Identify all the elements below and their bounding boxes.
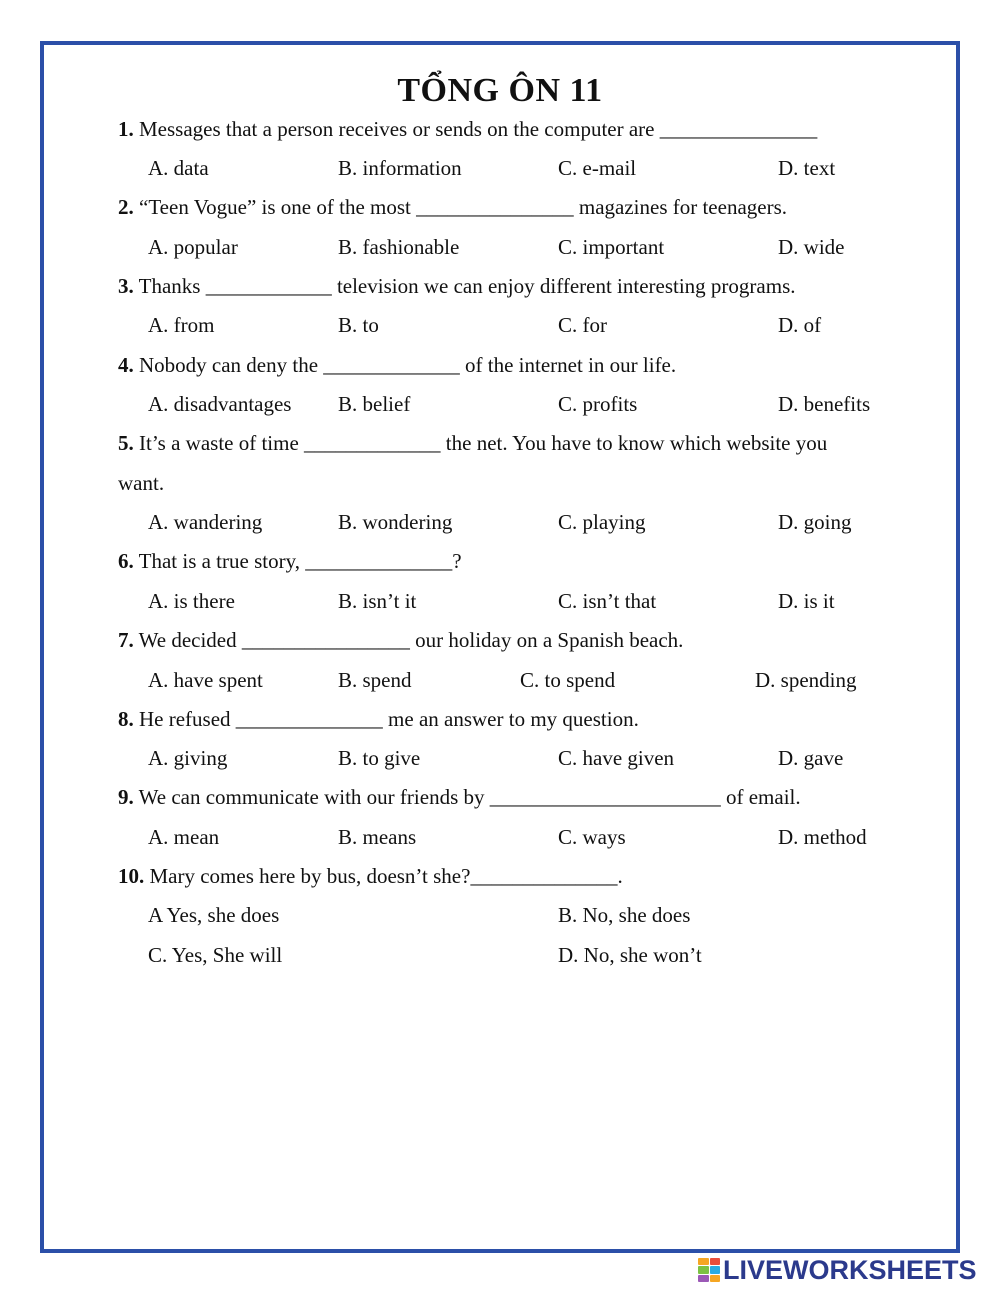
option-7b[interactable]: B. spend [338,668,412,692]
question-number: 6. [118,549,134,573]
question-7 [118,627,683,653]
question-text: We can communicate with our friends by ______________________ of email. [138,785,801,809]
question-text: It’s a waste of time _____________ the net. You have to know which website you [139,431,828,455]
option-4a[interactable]: A. disadvantages [148,392,292,416]
question-6 [118,548,462,574]
question-5 [118,430,827,456]
option-6b[interactable]: B. isn’t it [338,589,417,613]
option-9b[interactable]: B. means [338,825,417,849]
option-2c[interactable]: C. important [558,235,665,259]
option-4c[interactable]: C. profits [558,392,638,416]
option-8c[interactable]: C. have given [558,746,675,770]
question-2 [118,194,787,220]
question-9 [118,784,801,810]
option-10c[interactable]: C. Yes, She will [148,943,283,967]
question-number: 4. [118,353,134,377]
question-number: 8. [118,707,134,731]
question-1 [118,116,817,142]
question-number: 2. [118,195,134,219]
option-6c[interactable]: C. isn’t that [558,589,657,613]
question-text: Messages that a person receives or sends on the computer are _______________ [139,117,818,141]
liveworksheets-logo-icon [698,1258,720,1282]
option-9d[interactable]: D. method [778,825,867,849]
option-4d[interactable]: D. benefits [778,392,871,416]
question-number: 9. [118,785,134,809]
question-8 [118,706,639,732]
question-text: Nobody can deny the _____________ of the internet in our life. [139,353,677,377]
option-3a[interactable]: A. from [148,313,215,337]
question-number: 3. [118,274,134,298]
question-number: 10. [118,864,145,888]
option-3b[interactable]: B. to [338,313,379,337]
option-6a[interactable]: A. is there [148,589,235,613]
option-7c[interactable]: C. to spend [520,668,616,692]
option-5c[interactable]: C. playing [558,510,646,534]
option-6d[interactable]: D. is it [778,589,835,613]
question-number: 7. [118,628,134,652]
option-8b[interactable]: B. to give [338,746,421,770]
question-text: Thanks ____________ television we can enjoy different interesting programs. [138,274,796,298]
option-7a[interactable]: A. have spent [148,668,263,692]
option-1a[interactable]: A. data [148,156,209,180]
question-4 [118,352,676,378]
option-2a[interactable]: A. popular [148,235,238,259]
option-3c[interactable]: C. for [558,313,607,337]
liveworksheets-brand [698,1256,977,1284]
question-text: “Teen Vogue” is one of the most _______________ magazines for teenagers. [139,195,788,219]
question-text: He refused ______________ me an answer to my question. [139,707,639,731]
question-number: 1. [118,117,134,141]
option-10d[interactable]: D. No, she won’t [558,943,702,967]
option-8d[interactable]: D. gave [778,746,844,770]
option-1c[interactable]: C. e-mail [558,156,637,180]
option-5d[interactable]: D. going [778,510,852,534]
option-8a[interactable]: A. giving [148,746,228,770]
option-9c[interactable]: C. ways [558,825,626,849]
option-10a[interactable]: A Yes, she does [148,903,280,927]
question-5-continuation: want. [118,471,165,495]
option-2b[interactable]: B. fashionable [338,235,460,259]
brand-name: LIVEWORKSHEETS [723,1254,977,1285]
question-number: 5. [118,431,134,455]
option-5b[interactable]: B. wondering [338,510,453,534]
question-3 [118,273,796,299]
option-4b[interactable]: B. belief [338,392,411,416]
option-2d[interactable]: D. wide [778,235,845,259]
question-text: We decided ________________ our holiday on a Spanish beach. [138,628,684,652]
option-7d[interactable]: D. spending [755,668,857,692]
question-text: That is a true story, ______________? [138,549,462,573]
option-1d[interactable]: D. text [778,156,836,180]
worksheet-title: TỔNG ÔN 11 [397,72,603,109]
option-1b[interactable]: B. information [338,156,462,180]
question-text: Mary comes here by bus, doesn’t she?______________. [149,864,623,888]
option-3d[interactable]: D. of [778,313,822,337]
option-5a[interactable]: A. wandering [148,510,263,534]
option-10b[interactable]: B. No, she does [558,903,691,927]
question-10 [118,863,623,889]
option-9a[interactable]: A. mean [148,825,220,849]
